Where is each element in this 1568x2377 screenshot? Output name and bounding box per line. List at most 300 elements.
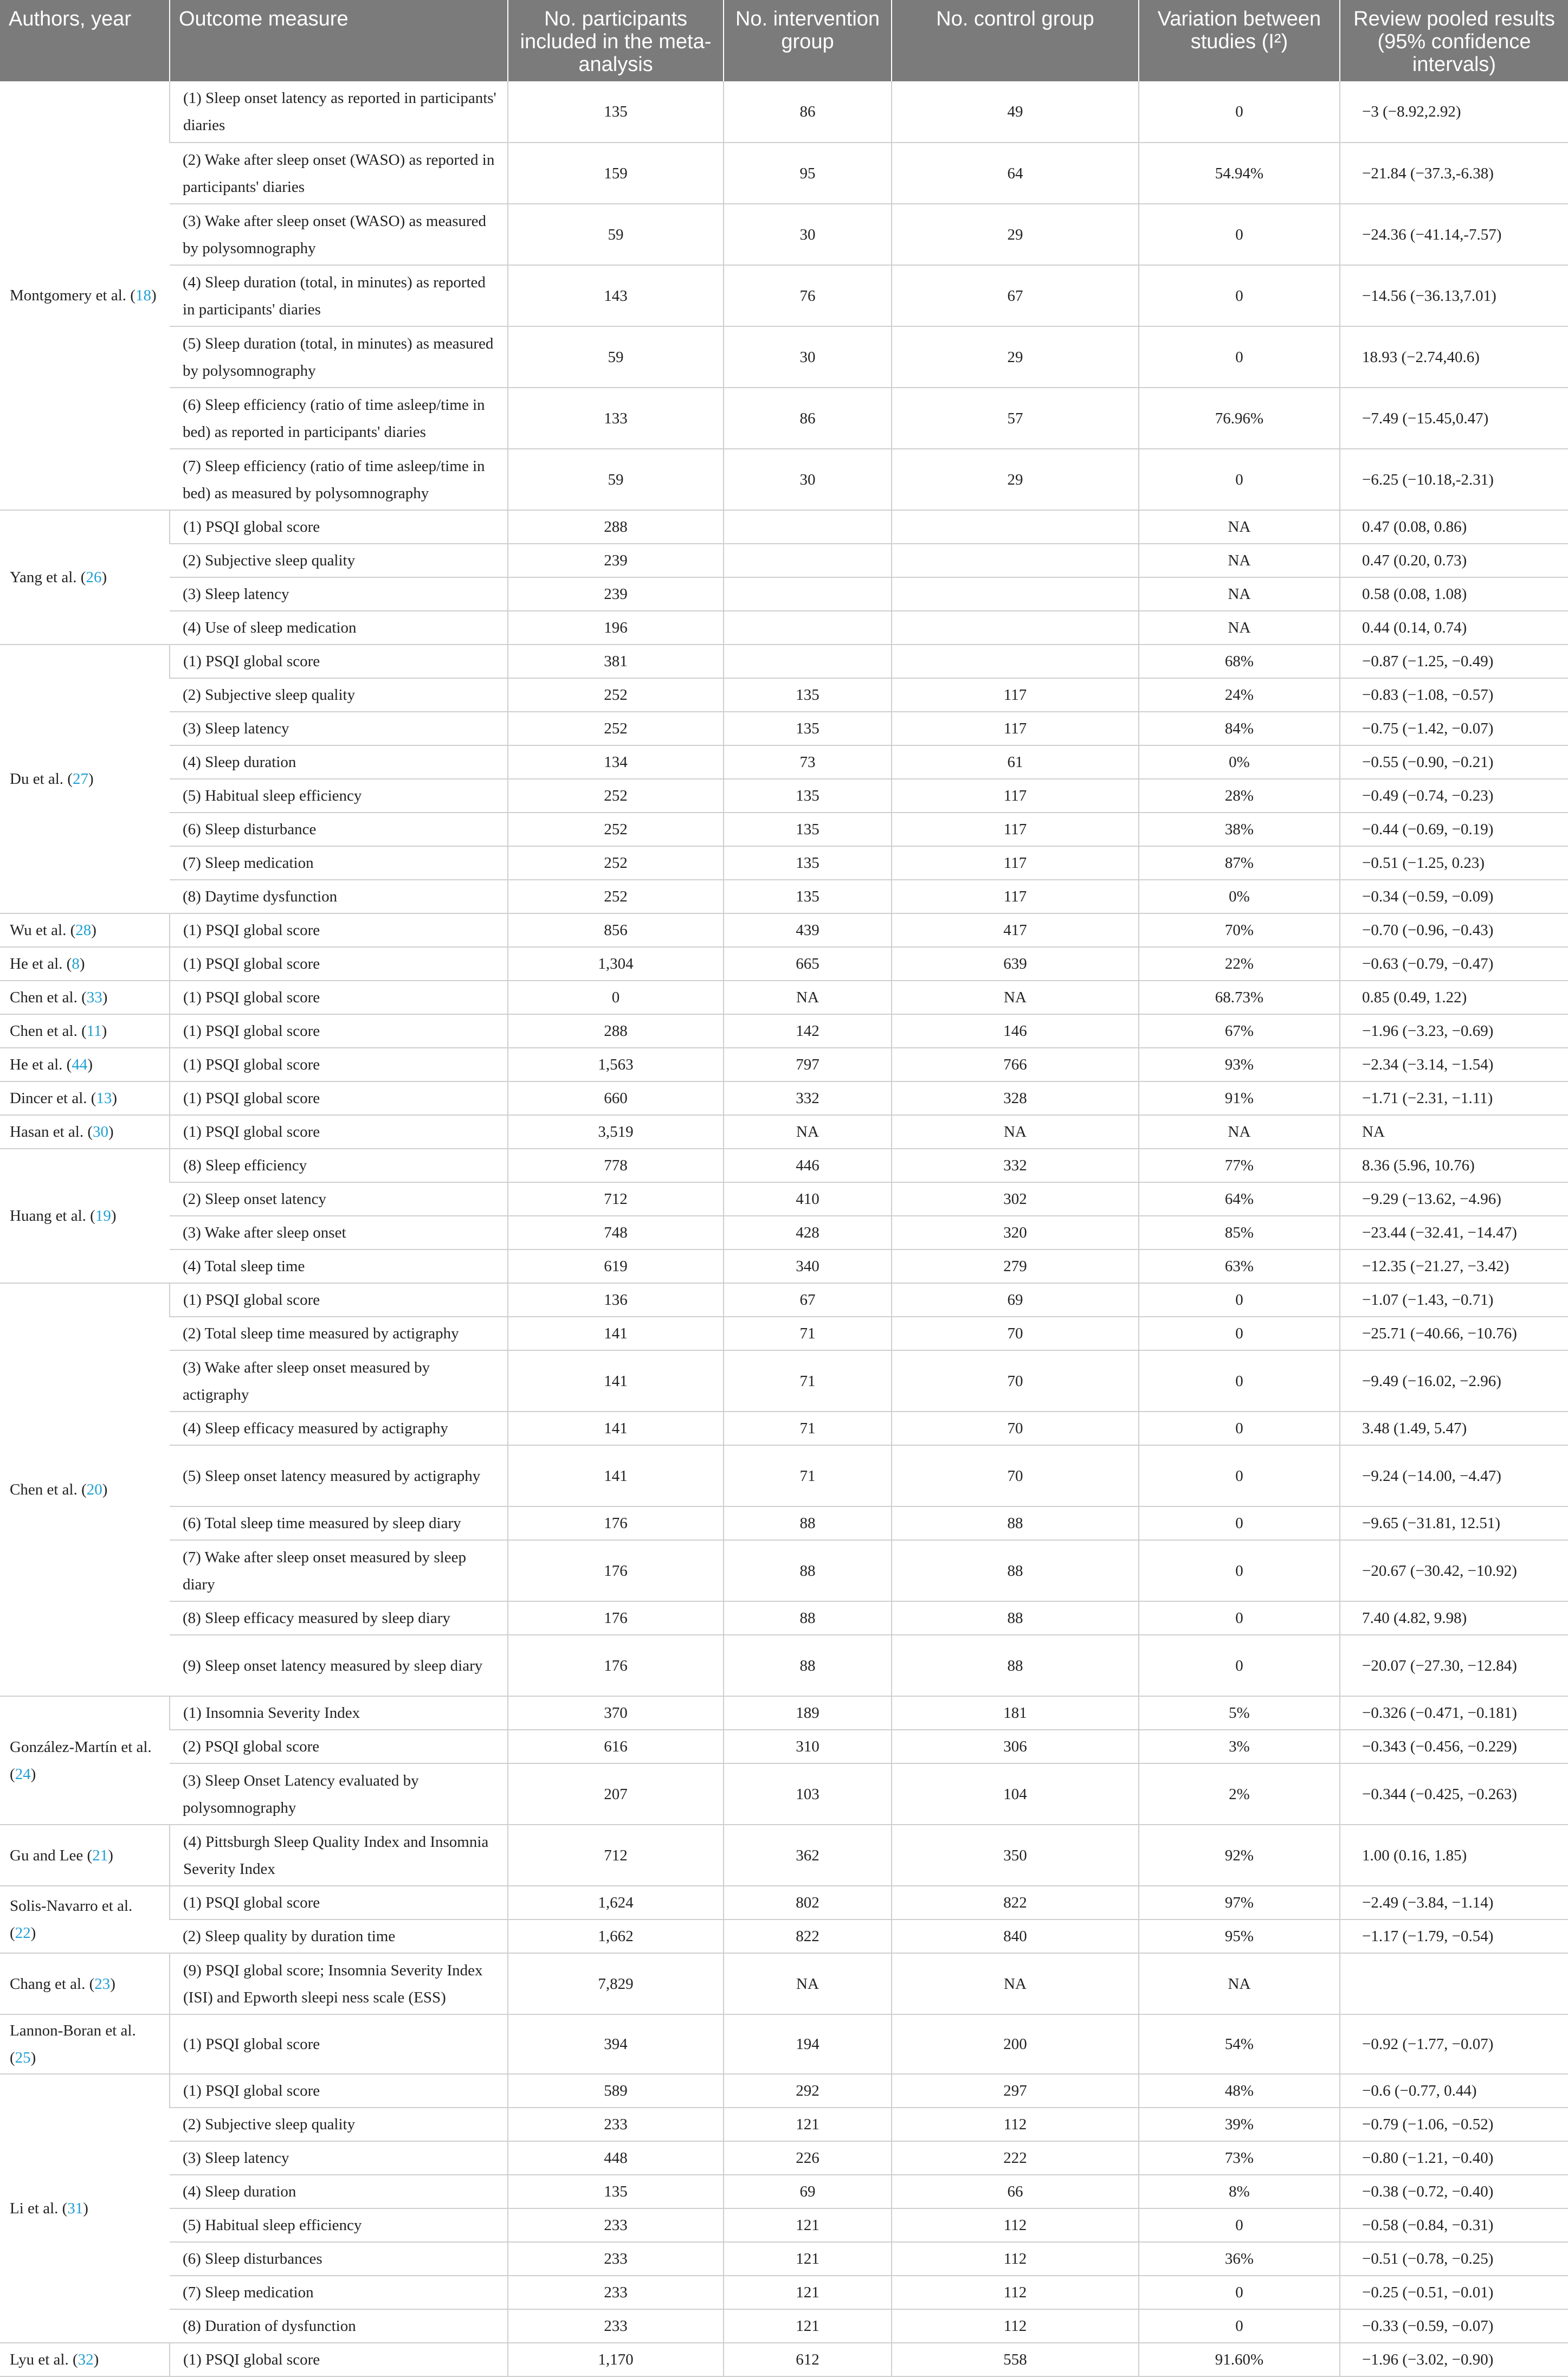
reference-link[interactable]: 27 [72,770,88,788]
author-close-paren: ) [91,922,96,939]
intervention-cell: 71 [724,1317,892,1350]
table-row [0,1730,1568,1763]
reference-link[interactable]: 21 [92,1846,108,1864]
intervention-cell: 439 [724,913,892,947]
variation-cell: 0 [1139,1317,1340,1350]
table-header [0,0,1568,81]
outcome-cell: (4) Pittsburgh Sleep Quality Index and Insomnia Severity Index [170,1825,508,1886]
intervention-cell: NA [724,1953,892,2014]
intervention-cell: 362 [724,1825,892,1886]
reference-link[interactable]: 31 [67,2200,83,2217]
table-row [0,388,1568,449]
reference-link[interactable]: 22 [15,1924,31,1942]
outcome-cell: (1) PSQI global score [170,1014,508,1048]
pooled-result-cell: −12.35 (−21.27, −3.42) [1340,1249,1568,1283]
table-row [0,204,1568,265]
header-intervention: No. intervention group [724,0,892,81]
author-close-paren: ) [151,287,157,304]
outcome-cell: (1) Insomnia Severity Index [170,1696,508,1730]
outcome-cell: (8) Duration of dysfunction [170,2309,508,2343]
variation-cell: 0 [1139,1412,1340,1445]
control-cell: 822 [892,1886,1139,1919]
variation-cell: 64% [1139,1182,1340,1216]
pooled-result-cell: −23.44 (−32.41, −14.47) [1340,1216,1568,1249]
table-row [0,1696,1568,1730]
variation-cell: 0 [1139,1506,1340,1540]
variation-cell: 0% [1139,880,1340,913]
outcome-cell: (1) PSQI global score [170,1283,508,1317]
control-cell: 117 [892,678,1139,712]
table-row [0,745,1568,779]
header-author: Authors, year [0,0,170,81]
control-cell: 57 [892,388,1139,449]
table-row [0,449,1568,510]
control-cell: 29 [892,326,1139,388]
participants-cell: 712 [508,1182,724,1216]
pooled-result-cell: −2.34 (−3.14, −1.54) [1340,1048,1568,1081]
pooled-result-cell: −9.65 (−31.81, 12.51) [1340,1506,1568,1540]
pooled-result-cell: 8.36 (5.96, 10.76) [1340,1149,1568,1182]
variation-cell: 28% [1139,779,1340,813]
variation-cell: NA [1139,1115,1340,1149]
variation-cell: 0 [1139,1601,1340,1635]
reference-link[interactable]: 13 [96,1090,112,1107]
variation-cell: NA [1139,1953,1340,2014]
participants-cell: 141 [508,1445,724,1506]
table-row [0,1350,1568,1412]
participants-cell: 1,662 [508,1919,724,1953]
author-close-paren: ) [30,1765,36,1783]
author-close-paren: ) [83,2200,88,2217]
table-row [0,2309,1568,2343]
participants-cell: 589 [508,2074,724,2108]
variation-cell: 67% [1139,1014,1340,1048]
table-row [0,1249,1568,1283]
variation-cell: 84% [1139,712,1340,745]
participants-cell: 252 [508,779,724,813]
outcome-cell: (2) Subjective sleep quality [170,2108,508,2141]
table-row [0,712,1568,745]
control-cell: 29 [892,204,1139,265]
intervention-cell: 135 [724,813,892,846]
author-name: He et al. ( [10,1056,72,1073]
variation-cell: 24% [1139,678,1340,712]
intervention-cell: 121 [724,2276,892,2309]
pooled-result-cell: 7.40 (4.82, 9.98) [1340,1601,1568,1635]
participants-cell: 252 [508,712,724,745]
participants-cell: 133 [508,388,724,449]
intervention-cell: 665 [724,947,892,981]
intervention-cell [724,611,892,645]
table-row [0,947,1568,981]
author-close-paren: ) [79,955,85,972]
table-row [0,2074,1568,2108]
reference-link[interactable]: 30 [93,1123,108,1141]
participants-cell: 239 [508,544,724,577]
variation-cell: 87% [1139,846,1340,880]
table-row [0,1412,1568,1445]
table-row [0,577,1568,611]
author-name: Hasan et al. ( [10,1123,93,1141]
table-row [0,2108,1568,2141]
variation-cell: 68% [1139,645,1340,678]
control-cell: 222 [892,2141,1139,2175]
control-cell [892,510,1139,544]
intervention-cell: 446 [724,1149,892,1182]
pooled-result-cell: NA [1340,1115,1568,1149]
pooled-result-cell: −1.71 (−2.31, −1.11) [1340,1081,1568,1115]
table-row [0,2276,1568,2309]
intervention-cell: 121 [724,2242,892,2276]
variation-cell: NA [1139,577,1340,611]
table-row [0,2141,1568,2175]
control-cell: 61 [892,745,1139,779]
table-row [0,1763,1568,1825]
intervention-cell: 121 [724,2108,892,2141]
control-cell: 117 [892,846,1139,880]
table-row [0,2343,1568,2376]
table-row [0,1081,1568,1115]
pooled-result-cell: −0.326 (−0.471, −0.181) [1340,1696,1568,1730]
table-row [0,1317,1568,1350]
intervention-cell: 88 [724,1506,892,1540]
control-cell: 66 [892,2175,1139,2208]
variation-cell: 54.94% [1139,143,1340,204]
variation-cell: 54% [1139,2014,1340,2074]
control-cell: 558 [892,2343,1139,2376]
pooled-result-cell: −9.24 (−14.00, −4.47) [1340,1445,1568,1506]
variation-cell: 91.60% [1139,2343,1340,2376]
control-cell: 350 [892,1825,1139,1886]
control-cell: 297 [892,2074,1139,2108]
outcome-cell: (1) PSQI global score [170,645,508,678]
author-close-paren: ) [112,1090,118,1107]
outcome-cell: (6) Sleep efficiency (ratio of time asleep/time in bed) as reported in participants' diaries [170,388,508,449]
participants-cell: 660 [508,1081,724,1115]
author-name: Chen et al. ( [10,989,87,1006]
table-row [0,1506,1568,1540]
author-close-paren: ) [102,989,108,1006]
table-row [0,1919,1568,1953]
pooled-result-cell: −1.17 (−1.79, −0.54) [1340,1919,1568,1953]
control-cell: 181 [892,1696,1139,1730]
author-cell [0,645,170,913]
pooled-result-cell: −6.25 (−10.18,-2.31) [1340,449,1568,510]
participants-cell: 233 [508,2208,724,2242]
participants-cell: 252 [508,846,724,880]
author-cell [0,2014,170,2074]
control-cell: 200 [892,2014,1139,2074]
pooled-result-cell: −3 (−8.92,2.92) [1340,81,1568,143]
control-cell: 70 [892,1317,1139,1350]
pooled-result-cell: −1.96 (−3.23, −0.69) [1340,1014,1568,1048]
outcome-cell: (7) Sleep efficiency (ratio of time asleep/time in bed) as measured by polysomnography [170,449,508,510]
variation-cell: 0 [1139,204,1340,265]
outcome-cell: (1) PSQI global score [170,2014,508,2074]
outcome-cell: (7) Sleep medication [170,846,508,880]
control-cell: 117 [892,813,1139,846]
pooled-result-cell [1340,1953,1568,2014]
author-close-paren: ) [110,1975,115,1993]
pooled-result-cell: −0.33 (−0.59, −0.07) [1340,2309,1568,2343]
control-cell: 88 [892,1540,1139,1601]
intervention-cell: 797 [724,1048,892,1081]
pooled-result-cell: −0.80 (−1.21, −0.40) [1340,2141,1568,2175]
table-row [0,645,1568,678]
outcome-cell: (2) Subjective sleep quality [170,678,508,712]
author-cell [0,981,170,1014]
pooled-result-cell: 0.47 (0.08, 0.86) [1340,510,1568,544]
intervention-cell: 121 [724,2309,892,2343]
intervention-cell: 142 [724,1014,892,1048]
control-cell: 146 [892,1014,1139,1048]
header-participants: No. participants included in the meta-analysis [508,0,724,81]
participants-cell: 778 [508,1149,724,1182]
variation-cell: 0 [1139,1635,1340,1696]
intervention-cell: 30 [724,204,892,265]
intervention-cell: 121 [724,2208,892,2242]
intervention-cell [724,544,892,577]
variation-cell: 5% [1139,1696,1340,1730]
intervention-cell: 76 [724,265,892,326]
outcome-cell: (2) Subjective sleep quality [170,544,508,577]
variation-cell: 93% [1139,1048,1340,1081]
table-row [0,678,1568,712]
outcome-cell: (1) PSQI global score [170,947,508,981]
intervention-cell: 30 [724,326,892,388]
variation-cell: 0 [1139,2208,1340,2242]
outcome-cell: (5) Habitual sleep efficiency [170,2208,508,2242]
pooled-result-cell: −1.96 (−3.02, −0.90) [1340,2343,1568,2376]
reference-link[interactable]: 26 [86,569,102,586]
author-close-paren: ) [30,1924,36,1942]
control-cell: 70 [892,1412,1139,1445]
pooled-result-cell: −0.63 (−0.79, −0.47) [1340,947,1568,981]
outcome-cell: (1) PSQI global score [170,1081,508,1115]
outcome-cell: (6) Sleep disturbance [170,813,508,846]
variation-cell: 97% [1139,1886,1340,1919]
author-cell [0,1081,170,1115]
author-close-paren: ) [30,2049,36,2066]
table-row [0,2208,1568,2242]
outcome-cell: (1) PSQI global score [170,981,508,1014]
intervention-cell: 135 [724,779,892,813]
reference-link[interactable]: 24 [15,1765,31,1783]
participants-cell: 141 [508,1412,724,1445]
intervention-cell [724,645,892,678]
participants-cell: 59 [508,204,724,265]
pooled-result-cell: −0.6 (−0.77, 0.44) [1340,2074,1568,2108]
outcome-cell: (3) Sleep latency [170,577,508,611]
control-cell: NA [892,1115,1139,1149]
table-row [0,611,1568,645]
reference-link[interactable]: 44 [72,1056,88,1073]
pooled-result-cell: −20.07 (−27.30, −12.84) [1340,1635,1568,1696]
variation-cell: 0% [1139,745,1340,779]
intervention-cell: 410 [724,1182,892,1216]
reference-link[interactable]: 18 [135,287,151,304]
pooled-result-cell: −0.83 (−1.08, −0.57) [1340,678,1568,712]
author-close-paren: ) [111,1207,117,1225]
table-row [0,913,1568,947]
intervention-cell: 612 [724,2343,892,2376]
participants-cell: 0 [508,981,724,1014]
pooled-result-cell: −25.71 (−40.66, −10.76) [1340,1317,1568,1350]
variation-cell: NA [1139,611,1340,645]
pooled-result-cell: −0.58 (−0.84, −0.31) [1340,2208,1568,2242]
reference-link[interactable]: 8 [72,955,80,972]
control-cell: 320 [892,1216,1139,1249]
outcome-cell: (5) Sleep onset latency measured by actigraphy [170,1445,508,1506]
pooled-result-cell: 1.00 (0.16, 1.85) [1340,1825,1568,1886]
control-cell: 104 [892,1763,1139,1825]
control-cell: NA [892,981,1139,1014]
author-cell [0,2074,170,2343]
author-name: Solis-Navarro et al. ( [10,1897,133,1942]
outcome-cell: (4) Total sleep time [170,1249,508,1283]
variation-cell: 0 [1139,2276,1340,2309]
reference-link[interactable]: 25 [15,2049,31,2066]
outcome-cell: (8) Sleep efficiency [170,1149,508,1182]
control-cell: 639 [892,947,1139,981]
participants-cell: 748 [508,1216,724,1249]
pooled-result-cell: −0.38 (−0.72, −0.40) [1340,2175,1568,2208]
author-name: Gu and Lee ( [10,1846,93,1864]
outcome-cell: (5) Habitual sleep efficiency [170,779,508,813]
outcome-cell: (3) Sleep latency [170,712,508,745]
control-cell: 29 [892,449,1139,510]
author-cell [0,1149,170,1283]
author-cell [0,510,170,645]
intervention-cell: 69 [724,2175,892,2208]
pooled-result-cell: −0.51 (−1.25, 0.23) [1340,846,1568,880]
participants-cell: 448 [508,2141,724,2175]
intervention-cell: 194 [724,2014,892,2074]
table-row [0,1825,1568,1886]
control-cell: 332 [892,1149,1139,1182]
control-cell: 112 [892,2276,1139,2309]
table-row [0,1149,1568,1182]
control-cell: 88 [892,1601,1139,1635]
author-cell [0,1825,170,1886]
variation-cell: 85% [1139,1216,1340,1249]
participants-cell: 288 [508,1014,724,1048]
author-name: Lyu et al. ( [10,2351,78,2368]
reference-link[interactable]: 19 [95,1207,111,1225]
pooled-result-cell: 0.44 (0.14, 0.74) [1340,611,1568,645]
control-cell: 88 [892,1635,1139,1696]
variation-cell: 70% [1139,913,1340,947]
pooled-result-cell: −1.07 (−1.43, −0.71) [1340,1283,1568,1317]
control-cell: 70 [892,1445,1139,1506]
participants-cell: 233 [508,2242,724,2276]
pooled-result-cell: 18.93 (−2.74,40.6) [1340,326,1568,388]
pooled-result-cell: −0.34 (−0.59, −0.09) [1340,880,1568,913]
reference-link[interactable]: 28 [75,922,92,939]
variation-cell: NA [1139,510,1340,544]
participants-cell: 1,563 [508,1048,724,1081]
author-name: Lannon-Boran et al. ( [10,2022,136,2066]
outcome-cell: (5) Sleep duration (total, in minutes) as measured by polysomnography [170,326,508,388]
table-row [0,1953,1568,2014]
author-name: Huang et al. ( [10,1207,95,1225]
variation-cell: NA [1139,544,1340,577]
author-name: González-Martín et al. ( [10,1738,152,1783]
outcome-cell: (3) Wake after sleep onset (WASO) as measured by polysomnography [170,204,508,265]
control-cell: 112 [892,2309,1139,2343]
control-cell: 117 [892,779,1139,813]
table-row [0,1635,1568,1696]
outcome-cell: (6) Total sleep time measured by sleep diary [170,1506,508,1540]
outcome-cell: (3) Sleep latency [170,2141,508,2175]
reference-link[interactable]: 33 [86,989,102,1006]
variation-cell: 0 [1139,265,1340,326]
author-name: Montgomery et al. ( [10,287,135,304]
pooled-result-cell: −14.56 (−36.13,7.01) [1340,265,1568,326]
author-close-paren: ) [108,1123,114,1141]
author-name: Wu et al. ( [10,922,76,939]
reference-link[interactable]: 20 [86,1481,102,1498]
reference-link[interactable]: 32 [78,2351,94,2368]
table-row [0,880,1568,913]
author-cell [0,1115,170,1149]
table-row [0,544,1568,577]
control-cell [892,645,1139,678]
intervention-cell: 88 [724,1635,892,1696]
participants-cell: 856 [508,913,724,947]
pooled-result-cell: −0.25 (−0.51, −0.01) [1340,2276,1568,2309]
author-cell [0,1048,170,1081]
participants-cell: 141 [508,1317,724,1350]
control-cell: 279 [892,1249,1139,1283]
variation-cell: 48% [1139,2074,1340,2108]
outcome-cell: (1) PSQI global score [170,1115,508,1149]
intervention-cell [724,510,892,544]
intervention-cell: 71 [724,1445,892,1506]
header-control: No. control group [892,0,1139,81]
variation-cell: 63% [1139,1249,1340,1283]
author-name: Du et al. ( [10,770,73,788]
participants-cell: 619 [508,1249,724,1283]
participants-cell: 1,624 [508,1886,724,1919]
pooled-result-cell: −0.44 (−0.69, −0.19) [1340,813,1568,846]
intervention-cell: 135 [724,678,892,712]
control-cell [892,577,1139,611]
control-cell: 766 [892,1048,1139,1081]
table-row [0,1886,1568,1919]
participants-cell: 252 [508,678,724,712]
participants-cell: 176 [508,1506,724,1540]
variation-cell: 3% [1139,1730,1340,1763]
author-name: Li et al. ( [10,2200,68,2217]
author-close-paren: ) [101,569,107,586]
table-row [0,81,1568,143]
variation-cell: 91% [1139,1081,1340,1115]
intervention-cell: 310 [724,1730,892,1763]
outcome-cell: (4) Sleep duration [170,745,508,779]
participants-cell: 370 [508,1696,724,1730]
participants-cell: 616 [508,1730,724,1763]
control-cell: 64 [892,143,1139,204]
pooled-result-cell: −0.51 (−0.78, −0.25) [1340,2242,1568,2276]
intervention-cell: 822 [724,1919,892,1953]
reference-link[interactable]: 23 [94,1975,111,1993]
variation-cell: 0 [1139,449,1340,510]
table-row [0,846,1568,880]
intervention-cell: 135 [724,846,892,880]
reference-link[interactable]: 11 [86,1022,102,1040]
control-cell: 417 [892,913,1139,947]
